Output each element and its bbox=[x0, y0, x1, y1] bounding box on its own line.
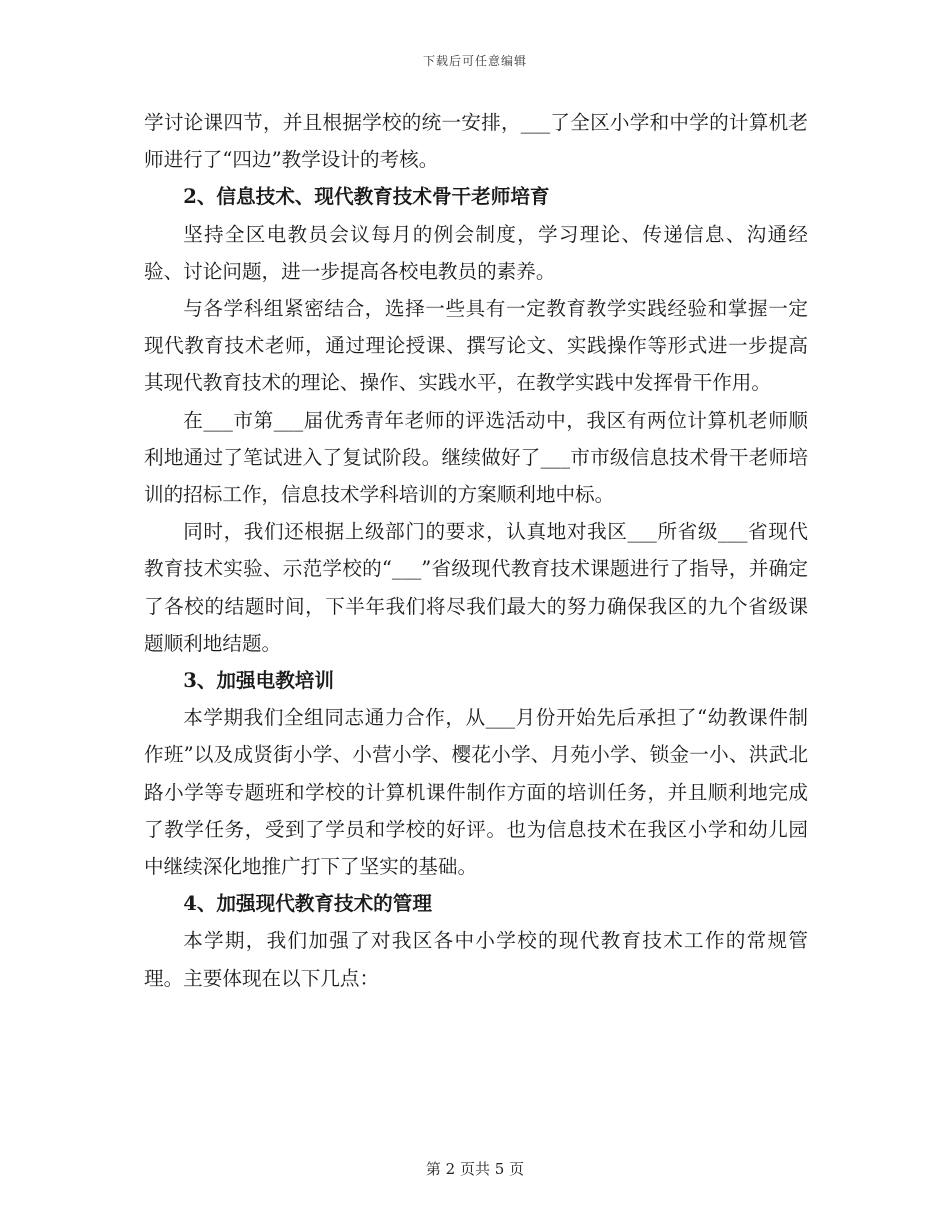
paragraph-continued: 学讨论课四节，并且根据学校的统一安排，___了全区小学和中学的计算机老师进行了“四边”教学设计的考核。 bbox=[144, 111, 808, 172]
paragraph-provincial-projects: 同时，我们还根据上级部门的要求，认真地对我区___所省级___省现代教育技术实验、示范学校的“___”省级现代教育技术课题进行了指导，并确定了各校的结题时间，下半年我们将尽我们最大的努力确保我区的九个省级课题顺利地结题。 bbox=[144, 520, 808, 655]
page-footer: 第 2 页共 5 页 bbox=[425, 1160, 525, 1178]
section-heading-3: 3、加强电教培训 bbox=[183, 669, 334, 693]
paragraph-training: 本学期我们全组同志通力合作，从___月份开始先后承担了“幼教课件制作班”以及成贤街小学、小营小学、樱花小学、月苑小学、锁金一小、洪武北路小学等专题班和学校的计算机课件制作方面的培训任务，并且顺利地完成了教学任务，受到了学员和学校的好评。也为信息技术在我区小学和幼儿园中继续深化地推广打下了坚实的基础。 bbox=[144, 706, 808, 879]
document-body bbox=[144, 104, 808, 997]
page-header: 下载后可任意编辑 bbox=[422, 54, 527, 68]
paragraph-meeting-system: 坚持全区电教员会议每月的例会制度，学习理论、传递信息、沟通经验、讨论问题，进一步提高各校电教员的素养。 bbox=[144, 222, 808, 283]
section-heading-4: 4、加强现代教育技术的管理 bbox=[183, 892, 432, 916]
paragraph-management: 本学期，我们加强了对我区各中小学校的现代教育技术工作的常规管理。主要体现在以下几点： bbox=[144, 929, 808, 990]
paragraph-young-teachers: 在___市第___届优秀青年老师的评选活动中，我区有两位计算机老师顺利地通过了笔试进入了复试阶段。继续做好了___市市级信息技术骨干老师培训的招标工作，信息技术学科培训的方案顺利地中标。 bbox=[144, 408, 808, 507]
paragraph-subject-groups: 与各学科组紧密结合，选择一些具有一定教育教学实践经验和掌握一定现代教育技术老师，通过理论授课、撰写论文、实践操作等形式进一步提高其现代教育技术的理论、操作、实践水平，在教学实践中发挥骨干作用。 bbox=[144, 297, 808, 395]
section-heading-2: 2、信息技术、现代教育技术骨干老师培育 bbox=[183, 185, 550, 209]
